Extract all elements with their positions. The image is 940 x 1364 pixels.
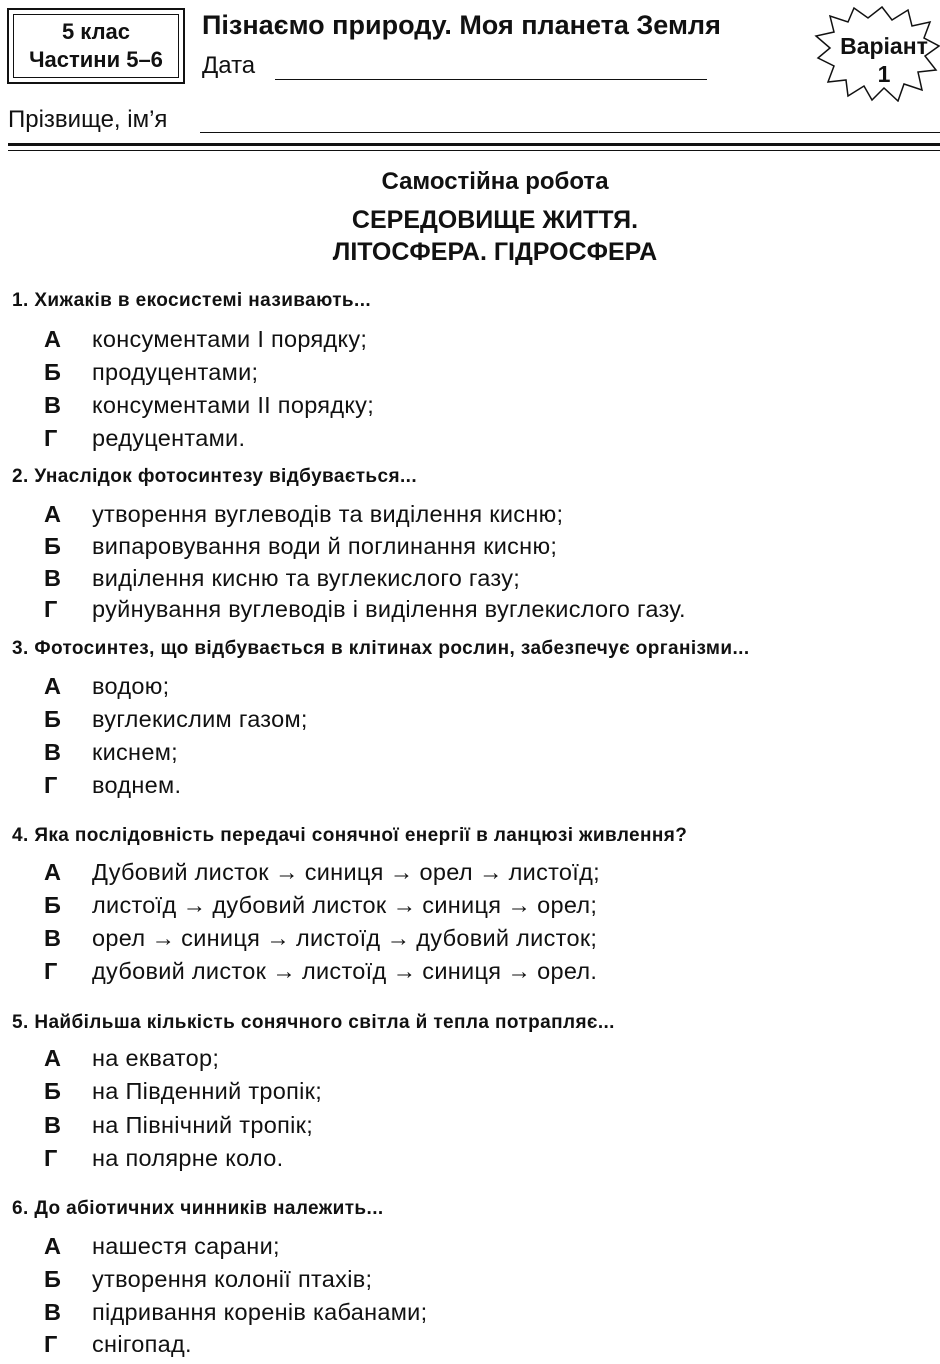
option-letter: В	[44, 925, 62, 951]
right-arrow-icon: →	[392, 892, 417, 918]
topic-line-1: СЕРЕДОВИЩЕ ЖИТТЯ.	[351, 206, 639, 234]
option-text: консументами І порядку;	[92, 326, 368, 352]
question-3: 3. Фотосинтез, що відбувається в клітинах рослин, забезпечує організми...	[12, 638, 750, 659]
option-6a	[44, 1233, 280, 1260]
option-1d	[44, 425, 245, 452]
option-text: продуцентами;	[92, 359, 259, 385]
chain-step: синиця	[422, 958, 502, 984]
option-text: консументами ІІ порядку;	[92, 392, 375, 418]
option-text: виділення кисню та вуглекислого газу;	[92, 565, 521, 591]
option-4c	[44, 925, 597, 952]
right-arrow-icon: →	[392, 958, 417, 984]
option-6d	[44, 1331, 192, 1358]
chain-step: орел	[92, 925, 146, 951]
question-2: 2. Унаслідок фотосинтезу відбувається...	[12, 466, 417, 487]
question-6: 6. До абіотичних чинників належить...	[12, 1198, 384, 1219]
option-letter: В	[44, 392, 62, 418]
chain-step: синиця	[181, 925, 261, 951]
option-letter: Б	[44, 1078, 62, 1104]
option-letter: А	[44, 673, 62, 699]
chain-step: дубовий листок	[212, 892, 387, 918]
option-5a	[44, 1045, 219, 1072]
chain-step: листоїд	[92, 892, 177, 918]
question-1: 1. Хижаків в екосистемі називають...	[12, 290, 372, 311]
chain-step: Дубовий листок	[92, 859, 269, 885]
option-letter: А	[44, 326, 62, 352]
option-6b	[44, 1266, 372, 1293]
option-text: на Північний тропік;	[92, 1112, 314, 1138]
option-3a	[44, 673, 170, 700]
right-arrow-icon: →	[151, 925, 176, 951]
topic-line-2: ЛІТОСФЕРА. ГІДРОСФЕРА	[332, 238, 658, 266]
option-text: вуглекислим газом;	[92, 706, 308, 732]
option-2d	[44, 596, 686, 623]
chain-step: орел	[419, 859, 473, 885]
header-rule-thick	[8, 143, 940, 146]
chain-step: листоїд;	[508, 859, 600, 885]
option-letter: В	[44, 1299, 62, 1325]
option-text: руйнування вуглеводів і виділення вуглекислого газу.	[92, 596, 686, 622]
chain-step: орел;	[537, 892, 598, 918]
right-arrow-icon: →	[386, 925, 411, 951]
option-1b	[44, 359, 258, 386]
option-letter: Г	[44, 958, 58, 984]
option-3b	[44, 706, 308, 733]
option-letter: А	[44, 859, 62, 885]
option-letter: Г	[44, 1145, 58, 1171]
option-letter: Г	[44, 772, 58, 798]
date-label: Дата	[202, 52, 256, 79]
chain-step: листоїд	[295, 925, 381, 951]
right-arrow-icon: →	[272, 958, 296, 984]
right-arrow-icon: →	[274, 859, 299, 885]
option-letter: В	[44, 1112, 62, 1138]
chain-step: синиця	[422, 892, 502, 918]
option-4b	[44, 892, 597, 919]
chain-step: листоїд	[301, 958, 387, 984]
option-3c	[44, 739, 178, 766]
option-text: нашестя сарани;	[92, 1233, 280, 1259]
name-line	[200, 132, 940, 133]
option-text: киснем;	[92, 739, 178, 765]
grade-box	[7, 8, 185, 84]
option-letter: Б	[44, 359, 62, 385]
variant-badge	[812, 6, 940, 102]
variant-number: 1	[877, 61, 891, 87]
right-arrow-icon: →	[507, 958, 532, 984]
option-text: на Південний тропік;	[92, 1078, 323, 1104]
chain-step: синиця	[304, 859, 384, 885]
option-4d	[44, 958, 597, 985]
option-text: водою;	[92, 673, 170, 699]
option-letter: Б	[44, 533, 62, 559]
option-text: на полярне коло.	[92, 1145, 284, 1171]
workbook-title: Пізнаємо природу. Моя планета Земля	[202, 10, 721, 40]
option-text: на екватор;	[92, 1045, 220, 1071]
option-5c	[44, 1112, 313, 1139]
option-4a	[44, 859, 600, 886]
question-5: 5. Найбільша кількість сонячного світла й тепла потрапляє...	[12, 1012, 615, 1033]
header-rule-thin	[8, 150, 940, 151]
option-letter: Г	[44, 1331, 58, 1357]
chain-step: дубовий листок;	[416, 925, 598, 951]
option-2b	[44, 533, 557, 560]
right-arrow-icon: →	[478, 859, 503, 885]
option-text: підривання коренів кабанами;	[92, 1299, 428, 1325]
option-letter: Б	[44, 1266, 62, 1292]
option-text: утворення вуглеводів та виділення кисню;	[92, 501, 564, 527]
option-letter: А	[44, 1233, 62, 1259]
option-letter: А	[44, 1045, 62, 1071]
chain-step: орел.	[537, 958, 598, 984]
option-letter: Б	[44, 706, 62, 732]
date-line	[275, 79, 707, 80]
right-arrow-icon: →	[266, 925, 290, 951]
option-text: воднем.	[92, 772, 182, 798]
option-5b	[44, 1078, 322, 1105]
option-2a	[44, 501, 563, 528]
option-6c	[44, 1299, 427, 1326]
work-title: Самостійна робота	[381, 168, 609, 195]
parts-label: Частини 5–6	[29, 47, 163, 72]
grade-box-inner	[13, 14, 179, 78]
name-label: Прізвище, ім’я	[8, 106, 168, 133]
option-1c	[44, 392, 374, 419]
option-5d	[44, 1145, 283, 1172]
grade-label: 5 клас	[61, 19, 131, 44]
topic-title	[0, 204, 940, 268]
question-4: 4. Яка послідовність передачі сонячної енергії в ланцюзі живлення?	[12, 825, 688, 846]
option-letter: Г	[44, 596, 58, 622]
variant-label: Варіант	[840, 33, 928, 59]
option-2c	[44, 565, 520, 592]
right-arrow-icon: →	[389, 859, 414, 885]
right-arrow-icon: →	[182, 892, 207, 918]
chain-step: дубовий листок	[92, 958, 267, 984]
option-letter: А	[44, 501, 62, 527]
option-letter: Г	[44, 425, 58, 451]
option-text: випаровування води й поглинання кисню;	[92, 533, 558, 559]
option-text: редуцентами.	[92, 425, 246, 451]
option-letter: В	[44, 739, 62, 765]
option-letter: Б	[44, 892, 62, 918]
option-3d	[44, 772, 181, 799]
right-arrow-icon: →	[507, 892, 532, 918]
option-letter: В	[44, 565, 62, 591]
option-1a	[44, 326, 367, 353]
option-text: снігопад.	[92, 1331, 192, 1357]
option-text: утворення колонії птахів;	[92, 1266, 373, 1292]
